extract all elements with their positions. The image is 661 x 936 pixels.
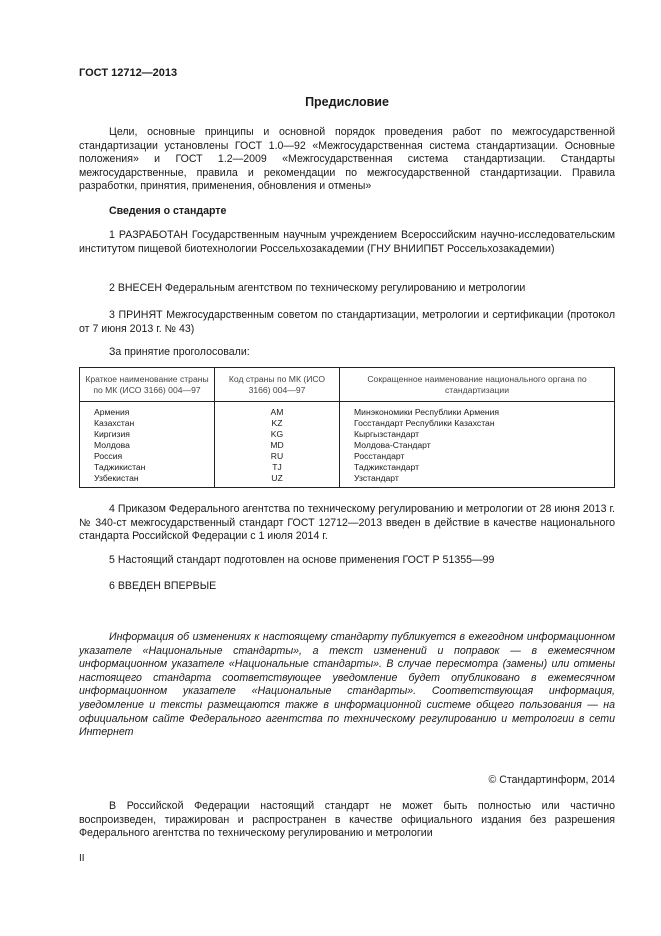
item-4-order: 4 Приказом Федерального агентства по техническому регулированию и метрологии от 28 июня 2013 г. № 340-ст межгосударственный стандарт ГОСТ 12712—2013 введен в действие в качестве национального стандарта Российской Федерации с 1 июля 2014 г. — [79, 503, 615, 543]
table-row — [80, 440, 615, 451]
item-6-introduced: 6 ВВЕДЕН ВПЕРВЫЕ — [109, 580, 217, 592]
voting-table — [79, 367, 615, 488]
cell-country: Россия — [80, 451, 215, 462]
table-row — [80, 402, 615, 419]
table-row — [80, 429, 615, 440]
table-row — [80, 462, 615, 473]
cell-country: Казахстан — [80, 418, 215, 429]
header-country-code: Код страны по МК (ИСО 3166) 004—97 — [215, 368, 340, 402]
table-header-row — [80, 368, 615, 402]
cell-body: Молдова-Стандарт — [340, 440, 615, 451]
item-1-developed: 1 РАЗРАБОТАН Государственным научным учреждением Всероссийским научно-исследовательским институтом пищевой биотехнологии Россельхозакадемии (ГНУ ВНИИПБТ Россельхозакадемии) — [79, 229, 615, 255]
header-country-name: Краткое наименование страны по МК (ИСО 3166) 004—97 — [80, 368, 215, 402]
item-2-submitted: 2 ВНЕСЕН Федеральным агентством по техническому регулированию и метрологии — [109, 282, 526, 294]
info-heading: Сведения о стандарте — [109, 205, 227, 217]
page-number: II — [79, 853, 85, 864]
cell-code: UZ — [215, 473, 340, 488]
cell-country: Узбекистан — [80, 473, 215, 488]
cell-code: TJ — [215, 462, 340, 473]
cell-code: RU — [215, 451, 340, 462]
cell-code: AM — [215, 402, 340, 419]
vote-label: За принятие проголосовали: — [109, 346, 250, 358]
reproduction-restriction: В Российской Федерации настоящий стандарт не может быть полностью или частично воспроизведен, тиражирован и распространен в качестве официального издания без разрешения Федерального агентства по техническому регулированию и метрологии — [79, 800, 615, 840]
page-title: Предисловие — [305, 95, 389, 109]
table-row — [80, 418, 615, 429]
table-row — [80, 473, 615, 488]
item-5-basis: 5 Настоящий стандарт подготовлен на основе применения ГОСТ Р 51355—99 — [109, 554, 495, 566]
table-row — [80, 451, 615, 462]
document-id-header: ГОСТ 12712—2013 — [79, 67, 178, 79]
cell-country: Киргизия — [80, 429, 215, 440]
cell-body: Узстандарт — [340, 473, 615, 488]
cell-code: KG — [215, 429, 340, 440]
cell-body: Росстандарт — [340, 451, 615, 462]
cell-country: Молдова — [80, 440, 215, 451]
cell-country: Армения — [80, 402, 215, 419]
cell-code: KZ — [215, 418, 340, 429]
amendments-notice: Информация об изменениях к настоящему стандарту публикуется в ежегодном информационном указателе «Национальные стандарты», а текст изменений и поправок — в ежемесячном информационном указателе «Национальные стандарты». В случае пересмотра (замены) или отмены настоящего стандарта соответствующее уведомление будет опубликовано в ежемесячном информационном указателе «Национальные стандарты». Соответствующая информация, уведомление и тексты размещаются также в информационной системе общего пользования — на официальном сайте Федерального агентства по техническому регулированию и метрологии в сети Интернет — [79, 631, 615, 739]
header-standards-body: Сокращенное наименование национального органа по стандартизации — [340, 368, 615, 402]
copyright: © Стандартинформ, 2014 — [488, 774, 615, 786]
cell-body: Госстандарт Республики Казахстан — [340, 418, 615, 429]
cell-code: MD — [215, 440, 340, 451]
cell-body: Кыргызстандарт — [340, 429, 615, 440]
item-3-adopted: 3 ПРИНЯТ Межгосударственным советом по стандартизации, метрологии и сертификации (протокол от 7 июня 2013 г. № 43) — [79, 309, 615, 335]
cell-country: Таджикистан — [80, 462, 215, 473]
cell-body: Таджикстандарт — [340, 462, 615, 473]
intro-paragraph: Цели, основные принципы и основной порядок проведения работ по межгосударственной стандартизации установлены ГОСТ 1.0—92 «Межгосударственная система стандартизации. Основные положения» и ГОСТ 1.2—2009 «Межгосударственная система стандартизации. Стандарты межгосударственные, правила и рекомендации по межгосударственной стандартизации. Правила разработки, принятия, применения, обновления и отмены» — [79, 126, 615, 193]
cell-body: Минэкономики Республики Армения — [340, 402, 615, 419]
